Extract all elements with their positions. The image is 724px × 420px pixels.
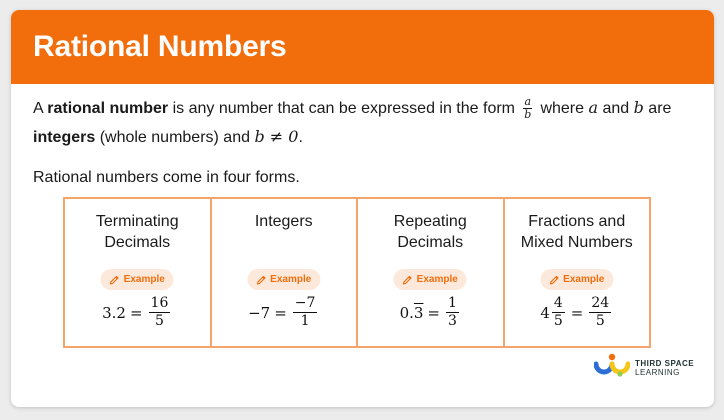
fraction-numerator: 4 — [553, 295, 563, 311]
fraction-denominator: 5 — [553, 313, 563, 329]
logo-mark-icon — [594, 352, 630, 380]
intro-text: A — [33, 100, 48, 117]
pencil-icon — [403, 275, 413, 285]
example-expression — [212, 295, 357, 330]
badge-label: Example — [416, 274, 458, 285]
intro-text: (whole numbers) and — [95, 129, 255, 146]
third-space-learning-logo — [594, 352, 704, 382]
form-cell-terminating-decimals — [65, 199, 212, 346]
rational-number-term: rational number — [47, 100, 169, 117]
expr-lhs: 0. — [399, 303, 414, 322]
example-badge — [540, 269, 613, 290]
form-cell-repeating-decimals — [358, 199, 505, 346]
cell-title-line: Decimals — [104, 234, 171, 251]
forms-table — [63, 197, 651, 348]
example-badge — [247, 269, 320, 290]
badge-label: Example — [563, 274, 605, 285]
cell-title — [505, 211, 650, 253]
fraction-denominator: 3 — [448, 313, 457, 329]
header-bar — [11, 10, 714, 84]
intro-text: where — [536, 100, 589, 117]
expr-fraction — [149, 295, 171, 330]
form-fraction — [523, 96, 532, 121]
page-title: Rational Numbers — [33, 30, 287, 63]
badge-label: Example — [123, 274, 165, 285]
equals-sign: = — [129, 303, 143, 322]
fraction-numerator: 16 — [150, 295, 169, 311]
logo-line1: THIRD SPACE — [635, 359, 695, 368]
fraction-numerator: 1 — [448, 295, 457, 311]
form-cell-fractions-mixed — [505, 199, 650, 346]
cell-title — [65, 211, 210, 253]
example-badge — [394, 269, 467, 290]
repeating-digit: 3 — [413, 303, 424, 322]
expr-fraction — [293, 295, 318, 330]
example-expression — [505, 295, 650, 330]
fraction-denominator: 1 — [300, 313, 310, 329]
example-expression — [65, 295, 210, 330]
cell-title — [212, 211, 357, 232]
equals-sign: = — [274, 303, 287, 322]
intro-text: and — [598, 100, 634, 117]
pencil-icon — [549, 275, 559, 285]
cell-title-line: Repeating — [393, 213, 467, 230]
variable-a: a — [588, 98, 599, 117]
intro-text: is any number that can be expressed in the form — [168, 100, 520, 117]
logo-text — [635, 359, 694, 377]
pencil-icon — [256, 275, 266, 285]
expr-fraction — [589, 295, 611, 330]
equals-sign: = — [427, 303, 440, 322]
intro-paragraph — [33, 94, 693, 152]
cell-title — [358, 211, 503, 253]
fraction-numerator: 24 — [591, 295, 610, 311]
form-cell-integers — [212, 199, 359, 346]
fraction-numerator: −7 — [294, 295, 316, 311]
expr-lhs: −7 — [248, 303, 271, 322]
example-badge — [101, 269, 174, 290]
equals-sign: = — [570, 303, 584, 322]
cell-title-line: Fractions and — [528, 213, 626, 230]
fraction-numerator: a — [524, 95, 531, 109]
fraction-denominator: b — [524, 108, 532, 122]
intro-text: . — [298, 129, 303, 146]
example-expression — [358, 295, 503, 330]
mixed-whole: 4 — [540, 303, 550, 322]
pencil-icon — [110, 275, 120, 285]
logo-line2: LEARNING — [635, 368, 680, 377]
expr-fraction — [446, 295, 459, 330]
mixed-fraction — [552, 295, 565, 330]
cell-title-line: Terminating — [95, 213, 179, 230]
expr-lhs: 3.2 — [102, 303, 126, 322]
subtitle: Rational numbers come in four forms. — [33, 169, 300, 186]
badge-label: Example — [270, 274, 312, 285]
fraction-denominator: 5 — [595, 313, 605, 329]
cell-title-line: Integers — [254, 213, 313, 230]
variable-b: b — [633, 98, 644, 117]
intro-text: are — [643, 100, 672, 117]
integers-term: integers — [33, 129, 96, 146]
cell-title-line: Mixed Numbers — [520, 234, 633, 251]
fraction-denominator: 5 — [155, 313, 164, 329]
cell-title-line: Decimals — [397, 234, 464, 251]
condition-expression: b ≠ 0 — [254, 127, 299, 146]
